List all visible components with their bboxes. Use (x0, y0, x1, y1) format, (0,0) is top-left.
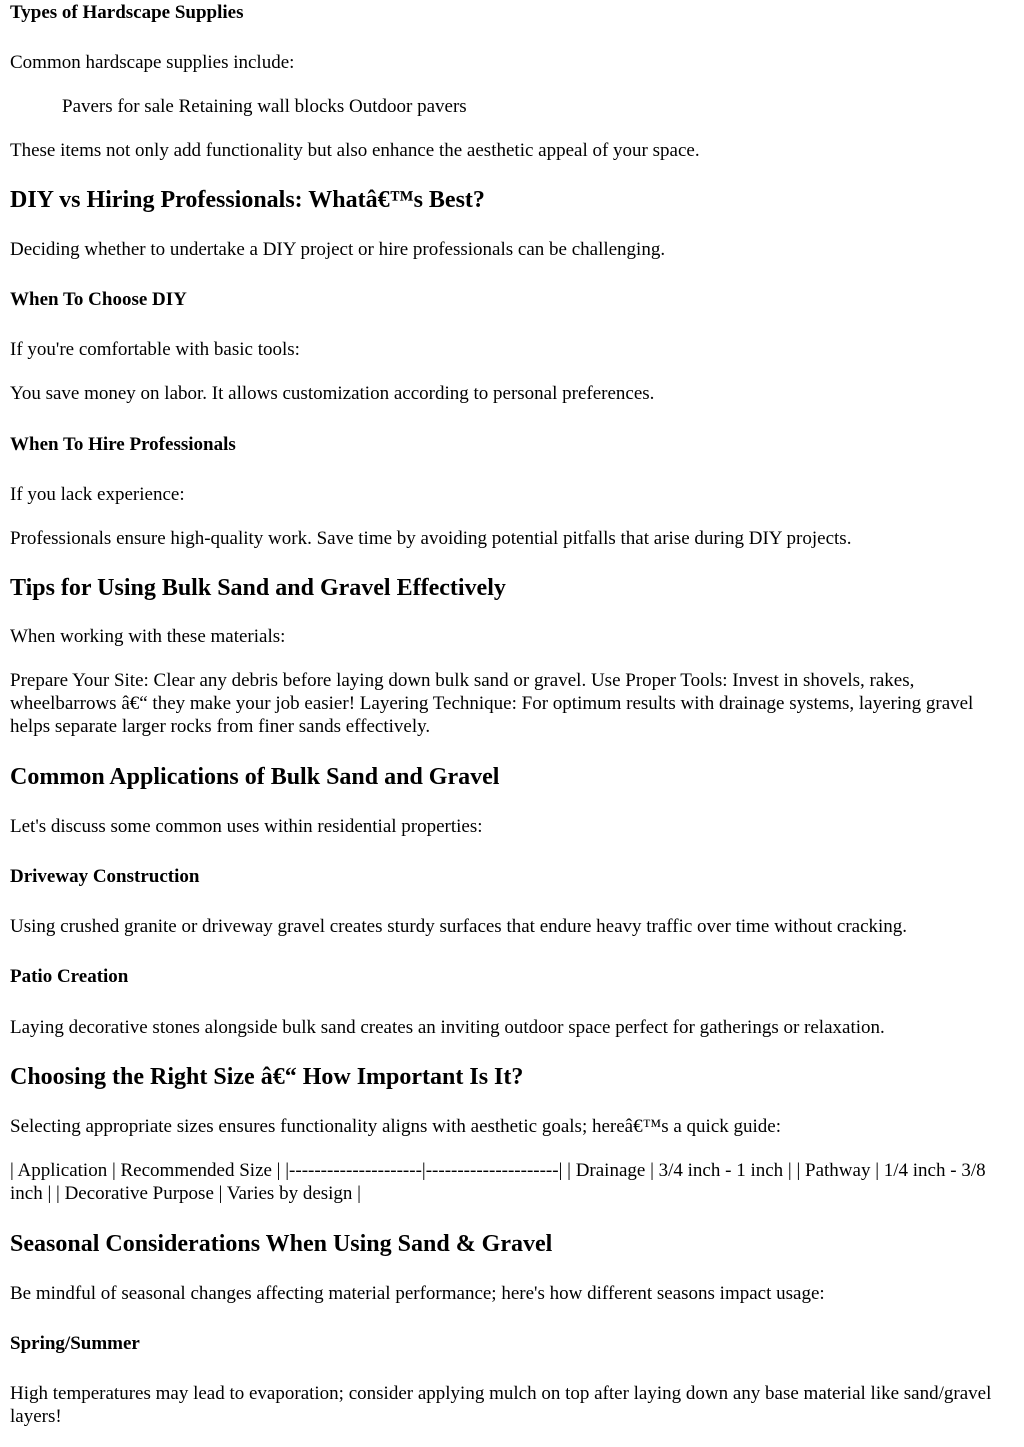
heading-choosing-right-size: Choosing the Right Size â€“ How Important Is It? (10, 1064, 524, 1090)
heading-driveway-construction: Driveway Construction (10, 866, 200, 887)
paragraph-driveway-body: Using crushed granite or driveway gravel creates sturdy surfaces that endure heavy traffic over time without cracking. (10, 916, 908, 937)
heading-patio-creation: Patio Creation (10, 966, 129, 987)
paragraph-size-table-text: | Application | Recommended Size | |---------------------|---------------------| | Drainage | 3/4 inch - 1 inch | | Pathway | 1/4 inch - 3/8 inch | | Decorative Purpose | Varies by design | (10, 1160, 986, 1204)
paragraph-lack-experience: If you lack experience: (10, 484, 185, 505)
paragraph-professional-benefits: Professionals ensure high-quality work. Save time by avoiding potential pitfalls that arise during DIY projects. (10, 528, 852, 549)
heading-types-of-hardscape-supplies: Types of Hardscape Supplies (10, 2, 244, 23)
paragraph-patio-body: Laying decorative stones alongside bulk sand creates an inviting outdoor space perfect for gatherings or relaxation. (10, 1017, 885, 1038)
heading-seasonal-considerations: Seasonal Considerations When Using Sand & Gravel (10, 1231, 553, 1257)
heading-when-to-hire-professionals: When To Hire Professionals (10, 434, 236, 455)
heading-spring-summer: Spring/Summer (10, 1333, 140, 1354)
heading-when-to-choose-diy: When To Choose DIY (10, 289, 187, 310)
paragraph-diy-tools: If you're comfortable with basic tools: (10, 339, 300, 360)
paragraph-diy-benefits: You save money on labor. It allows customization according to personal preferences. (10, 383, 655, 404)
paragraph-tips-body: Prepare Your Site: Clear any debris before laying down bulk sand or gravel. Use Proper Tools: Invest in shovels, rakes, wheelbarrows â€“ they make your job easier! Layering Technique: For optimum results with drainage systems, layering gravel helps separate larger rocks from finer sands effectively. (10, 670, 974, 737)
paragraph-hardscape-intro: Common hardscape supplies include: (10, 52, 295, 73)
paragraph-seasonal-intro: Be mindful of seasonal changes affecting material performance; here's how different seasons impact usage: (10, 1283, 825, 1304)
paragraph-applications-intro: Let's discuss some common uses within residential properties: (10, 816, 483, 837)
paragraph-hardscape-outro: These items not only add functionality but also enhance the aesthetic appeal of your space. (10, 140, 700, 161)
article (10, 1, 1014, 1428)
paragraph-spring-summer-body: High temperatures may lead to evaporation; consider applying mulch on top after laying down any base material like sand/gravel layers! (10, 1383, 992, 1427)
paragraph-size-intro: Selecting appropriate sizes ensures functionality aligns with aesthetic goals; hereâ€™s a quick guide: (10, 1116, 782, 1137)
heading-diy-vs-professionals: DIY vs Hiring Professionals: Whatâ€™s Best? (10, 187, 485, 213)
paragraph-tips-intro: When working with these materials: (10, 626, 286, 647)
list-hardscape-items: Pavers for sale Retaining wall blocks Outdoor pavers (62, 96, 467, 117)
heading-tips-bulk-sand-gravel: Tips for Using Bulk Sand and Gravel Effectively (10, 575, 506, 601)
heading-common-applications: Common Applications of Bulk Sand and Gravel (10, 764, 500, 790)
paragraph-diy-intro: Deciding whether to undertake a DIY project or hire professionals can be challenging. (10, 239, 666, 260)
